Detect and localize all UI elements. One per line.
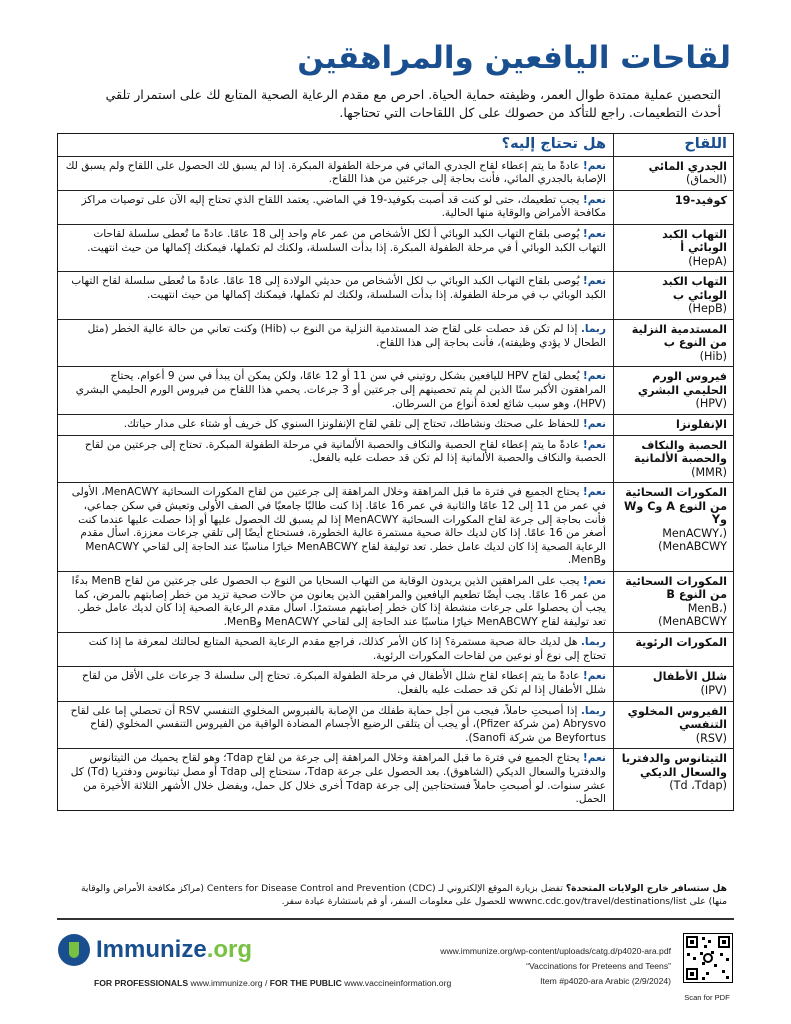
recommendation-lead: ربما. bbox=[580, 704, 606, 717]
vaccine-name-cell bbox=[613, 436, 733, 483]
recommendation-cell bbox=[58, 667, 613, 700]
vaccine-name-cell bbox=[613, 320, 733, 367]
vaccine-abbreviation: (Hib) bbox=[699, 349, 727, 363]
vaccine-name: الحصبة والنكاف والحصبة الألمانية bbox=[634, 438, 727, 466]
vaccine-name-cell bbox=[613, 272, 733, 319]
table-row bbox=[58, 366, 733, 414]
document-meta bbox=[351, 944, 671, 989]
recommendation-cell bbox=[58, 749, 613, 809]
recommendation-lead: نعم! bbox=[582, 418, 606, 431]
recommendation-text: يُوصى بلقاح التهاب الكبد الوبائي ب لكل الأشخاص من حديثي الولادة إلى 18 عامًا. عادةً ما تُعطى سلسلة لقاح التهاب الكبد الوبائي ب في مرحلة الطفولة. إذا بدأت السلسلة، ولكنك لم تكملها، فيمكنك إكمالها من حيث انتهيت. bbox=[71, 275, 606, 302]
vaccine-name: التهاب الكبد الوبائي أ bbox=[662, 227, 727, 255]
recommendation-lead: نعم! bbox=[582, 670, 606, 683]
vaccine-name-cell bbox=[613, 367, 733, 414]
recommendation-cell bbox=[58, 272, 613, 319]
intro-paragraph: التحصين عملية ممتدة طوال العمر، وظيفته حماية الحياة. احرص مع مقدم الرعاية الصحية المتابع لك على استمرار تلقي أحدث التطعيمات. راجع للتأكد من حصولك على كل اللقاحات التي تحتاجها. bbox=[105, 87, 721, 120]
vaccine-name-cell bbox=[613, 749, 733, 809]
vaccine-name: الفيروس المخلوي التنفسي bbox=[627, 704, 727, 732]
vaccine-abbreviation: (MenB، MenABCWY) bbox=[658, 601, 727, 629]
recommendation-cell bbox=[58, 702, 613, 749]
for-public-label: FOR THE PUBLIC bbox=[269, 978, 342, 988]
travel-lead: هل ستسافر خارج الولايات المتحدة؟ bbox=[565, 883, 727, 894]
vaccine-abbreviation: (IPV) bbox=[700, 683, 727, 697]
recommendation-cell bbox=[58, 367, 613, 414]
recommendation-text: إذا لم تكن قد حصلت على لقاح ضد المستدمية النزلية من النوع ب (Hib) وكنت تعاني من حالة عالية الخطر (مثل الطحال لا يؤدي وظيفته)، فأنت بحاجة إلى هذا اللقاح. bbox=[87, 322, 606, 349]
vaccine-name: التيتانوس والدفتريا والسعال الديكي bbox=[621, 752, 727, 779]
vaccine-name-cell bbox=[613, 572, 733, 632]
vaccine-name-cell bbox=[613, 667, 733, 700]
vaccine-name: كوفيد-19 bbox=[674, 193, 727, 207]
immunize-link[interactable]: www.immunize.org bbox=[190, 978, 263, 988]
footer-divider bbox=[57, 918, 734, 920]
vaccine-name: شلل الأطفال bbox=[652, 670, 727, 684]
document-title: “Vaccinations for Preteens and Teens” bbox=[526, 961, 671, 971]
recommendation-cell bbox=[58, 225, 613, 272]
table-row bbox=[58, 190, 733, 224]
table-row bbox=[58, 319, 733, 367]
recommendation-cell bbox=[58, 633, 613, 666]
vaccine-name-cell bbox=[613, 157, 733, 190]
travel-text: تفضل بزيارة الموقع الإلكتروني لـ Centers for Disease Control and Prevention (CDC) (مراكز مكافحة الأمراض والوقاية منها) على wwwnc.cdc.gov/travel/destinations/list للحصول على معلومات السفر، أو قم باستشارة عيادة سفر. bbox=[80, 883, 727, 907]
vaccine-name: التهاب الكبد الوبائي ب bbox=[662, 275, 727, 302]
vaccine-abbreviation: (HPV) bbox=[695, 397, 727, 411]
recommendation-lead: نعم! bbox=[582, 159, 606, 172]
recommendation-cell bbox=[58, 572, 613, 632]
vaccine-name: المكورات السحائية من النوع B bbox=[625, 574, 727, 602]
footer-separator: / bbox=[264, 978, 268, 988]
table-row bbox=[58, 701, 733, 749]
table-row bbox=[58, 482, 733, 571]
recommendation-cell bbox=[58, 320, 613, 367]
table-row bbox=[58, 666, 733, 700]
pdf-url[interactable]: www.immunize.org/wp-content/uploads/catg.d/p4020-ara.pdf bbox=[440, 946, 671, 956]
for-professionals-label: FOR PROFESSIONALS bbox=[94, 978, 189, 988]
recommendation-cell bbox=[58, 436, 613, 483]
header-vaccine: اللقاح bbox=[613, 134, 733, 156]
table-row bbox=[58, 632, 733, 666]
recommendation-text: للحفاظ على صحتك ونشاطك، تحتاج إلى تلقي لقاح الإنفلونزا السنوي كل خريف أو شتاء على مدار حياتك. bbox=[123, 418, 583, 431]
item-number: Item #p4020-ara Arabic (2/9/2024) bbox=[540, 976, 671, 986]
vaccine-abbreviation: (HepA) bbox=[688, 254, 727, 268]
recommendation-text: عادةً ما يتم إعطاء لقاح الجدري المائي في مرحلة الطفولة المبكرة. إذا لم يسبق لك الحصول على اللقاح ولم يسبق لك الإصابة بالجدري المائي، فأنت بحاجة إلى جرعتين من هذا اللقاح. bbox=[65, 159, 606, 186]
qr-code-icon[interactable] bbox=[683, 933, 733, 983]
vaccine-name-cell bbox=[613, 702, 733, 749]
vaccine-name-cell bbox=[613, 225, 733, 272]
recommendation-lead: نعم! bbox=[582, 486, 606, 499]
table-row bbox=[58, 435, 733, 483]
table-row bbox=[58, 748, 733, 809]
recommendation-cell bbox=[58, 191, 613, 224]
recommendation-text: يحتاج الجميع في فترة ما قبل المراهقة وخلال المراهقة إلى جرعتين من لقاح المكورات السحائية MenACWY، الأولى في عمر من 11 إلى 12 عامًا والثانية في عمر 16 عامًا. إذا كنت طالبًا جامعيًا في الصف الأولى وتعيش في سكن جماعي، فأنت بحاجة إلى جرعة لقاح المكورات السحائية MenACWY إذا لم يسبق لك الحصول عليها أو إذا حصلت عليها عندما كنت أصغر من 16 عامًا. إذا كان لديك حالة صحية مستمرة عالية الخطورة، فستحتاج أيضًا إلى تلقي جرعات معززة. اسأل مقدم الرعاية الصحية إذا كان لديك عامل خطر. تعد توليفة لقاح MenABCWY خيارًا مناسبًا عند الحاجة إلى لقاحي MenACWY وMenB. bbox=[71, 486, 606, 567]
recommendation-lead: نعم! bbox=[582, 438, 606, 451]
recommendation-lead: نعم! bbox=[582, 193, 606, 206]
vaccine-name-cell bbox=[613, 483, 733, 571]
logo-wordmark bbox=[96, 936, 252, 964]
recommendation-text: هل لديك حالة صحية مستمرة؟ إذا كان الأمر كذلك، فراجع مقدم الرعاية الصحية المتابع لحالتك لمعرفة ما إذا كنت تحتاج إلى نوع أو نوعين من لقاحات المكورات الرئوية. bbox=[88, 636, 606, 662]
vaccine-name: فيروس الورم الحليمي البشري bbox=[637, 370, 727, 397]
vaccine-abbreviation: (الحماق) bbox=[685, 173, 727, 187]
recommendation-cell bbox=[58, 157, 613, 190]
recommendation-text: عادةً ما يتم إعطاء لقاح شلل الأطفال في مرحلة الطفولة المبكرة. تحتاج إلى سلسلة 3 جرعات على الأقل من لقاح شلل الأطفال إذا لم تكن قد حصلت عليه بالفعل. bbox=[81, 670, 606, 697]
vaccine-name-cell bbox=[613, 191, 733, 224]
recommendation-lead: نعم! bbox=[582, 275, 606, 288]
table-row bbox=[58, 156, 733, 190]
header-need: هل تحتاج إليه؟ bbox=[501, 136, 606, 152]
recommendation-lead: ربما. bbox=[580, 636, 606, 649]
vaccine-name: المكورات السحائية من النوع A وC وW وY bbox=[624, 486, 727, 527]
page-title: لقاحات اليافعين والمراهقين bbox=[297, 40, 731, 76]
vaccine-name: الجدري المائي bbox=[648, 159, 727, 173]
vaccineinformation-link[interactable]: www.vaccineinformation.org bbox=[344, 978, 452, 988]
recommendation-lead: نعم! bbox=[582, 370, 606, 383]
vaccine-abbreviation: (RSV) bbox=[695, 731, 727, 745]
recommendation-text: يجب على المراهقين الذين يريدون الوقاية من التهاب السحايا من النوع ب الحصول على جرعتين من لقاح MenB بدءًا من عمر 16 عامًا. يجب أيضًا تطعيم اليافعين والمراهقين الذين يعانون من حالات صحية تزيد من خطر إصابتهم بالمرض، كما يجب أن يحصلوا على جرعات منشطة إذا كان خطر إصابتهم مستمرًا. اسأل مقدم الرعاية الصحية إذا كان لديك عامل خطر. تعد توليفة لقاح MenABCWY خيارًا مناسبًا عند الحاجة إلى لقاحي MenACWY وMenB. bbox=[71, 574, 606, 628]
vaccine-abbreviation: (HepB) bbox=[688, 302, 727, 316]
logo-text-main: Immunize bbox=[96, 936, 207, 963]
recommendation-lead: ربما. bbox=[580, 322, 606, 335]
vaccine-name: المستدمية النزلية من النوع ب bbox=[631, 322, 727, 350]
table-row bbox=[58, 224, 733, 272]
vaccine-abbreviation: (Td ،Tdap) bbox=[669, 779, 727, 793]
table-header-row bbox=[58, 134, 733, 156]
vaccine-name: المكورات الرئوية bbox=[635, 636, 727, 650]
table-row bbox=[58, 414, 733, 435]
recommendation-cell bbox=[58, 415, 613, 435]
recommendation-lead: نعم! bbox=[582, 574, 606, 587]
immunize-logo[interactable] bbox=[58, 934, 252, 966]
immunize-logo-icon bbox=[58, 934, 90, 966]
recommendation-text: يجب تطعيمك، حتى لو كنت قد أصبت بكوفيد-19 في الماضي. يعتمد اللقاح الذي تحتاج إليه الآن على توصيات مراكز مكافحة الأمراض والوقاية منها الحالية. bbox=[81, 193, 606, 220]
qr-caption: Scan for PDF bbox=[684, 993, 730, 1002]
table-row bbox=[58, 571, 733, 632]
recommendation-text: يُعطى لقاح HPV لليافعين بشكل روتيني في سن 11 أو 12 عامًا، ولكن يمكن أن يبدأ في سن 9 أعوام. يحتاج المراهقون الأكبر سنًا الذين لم يتم تحصينهم إلى جرعتين أو 3 جرعات. يحمي هذا اللقاح من فيروس الورم الحليمي البشري (HPV)، وهو سبب شائع لعدة أنواع من السرطان. bbox=[75, 370, 606, 410]
recommendation-lead: نعم! bbox=[582, 227, 606, 240]
recommendation-cell bbox=[58, 483, 613, 571]
travel-note bbox=[70, 882, 727, 908]
recommendation-text: يُوصى بلقاح التهاب الكبد الوبائي أ لكل الأشخاص من عمر عام واحد إلى 18 عامًا. عادةً ما تُعطى سلسلة لقاحات التهاب الكبد الوبائي أ في مرحلة الطفولة المبكرة. إذا بدأت السلسلة، ولكنك لم تكملها، فيمكنك إكمالها من حيث انتهيت. bbox=[87, 227, 606, 254]
table-row bbox=[58, 271, 733, 319]
recommendation-text: يحتاج الجميع في فترة ما قبل المراهقة وخلال المراهقة إلى جرعة من لقاح Tdap؛ وهو لقاح يحميك من التيتانوس والدفتريا والسعال الديكي (الشاهوق). بعد الحصول على جرعة Tdap، ستحتاج إلى Tdap أو مصل تيتانوس ودفتريا (Td) كل عشر سنوات. لو أصبحتِ حاملاً فستحتاجين إلى جرعة Tdap أخرى خلال كل حمل، ويفضل خلال الأشهر الثلاثة الأخيرة من الحمل. bbox=[70, 752, 606, 806]
recommendation-text: إذا أصبحتِ حاملاً، فيجب من أجل حماية طفلك من الإصابة بالفيروس المخلوي التنفسي RSV أن تحصلي إما على لقاح Abrysvo (من شركة Pfizer)، أو يجب أن يتلقى الرضيع الأجسام المضادة الواقية من الفيروس التنفسي المخلوي (لقاح Beyfortus من شركة Sanofi). bbox=[70, 704, 606, 744]
vaccine-name: الإنفلونزا bbox=[676, 418, 727, 432]
vaccine-table bbox=[57, 133, 734, 811]
vaccine-name-cell bbox=[613, 633, 733, 666]
logo-text-org: .org bbox=[206, 936, 253, 963]
vaccine-name-cell bbox=[613, 415, 733, 435]
qr-code-graphic bbox=[684, 934, 732, 982]
recommendation-lead: نعم! bbox=[582, 752, 606, 765]
recommendation-text: عادةً ما يتم إعطاء لقاح الحصبة والنكاف والحصبة الألمانية في مرحلة الطفولة المبكرة. تحتاج إلى جرعتين من لقاح الحصبة والنكاف والحصبة الألمانية إذا لم تكن قد حصلت عليه بالفعل. bbox=[84, 438, 606, 465]
vaccine-abbreviation: (MMR) bbox=[691, 465, 727, 479]
vaccine-abbreviation: (MenACWY، MenABCWY) bbox=[658, 526, 727, 554]
